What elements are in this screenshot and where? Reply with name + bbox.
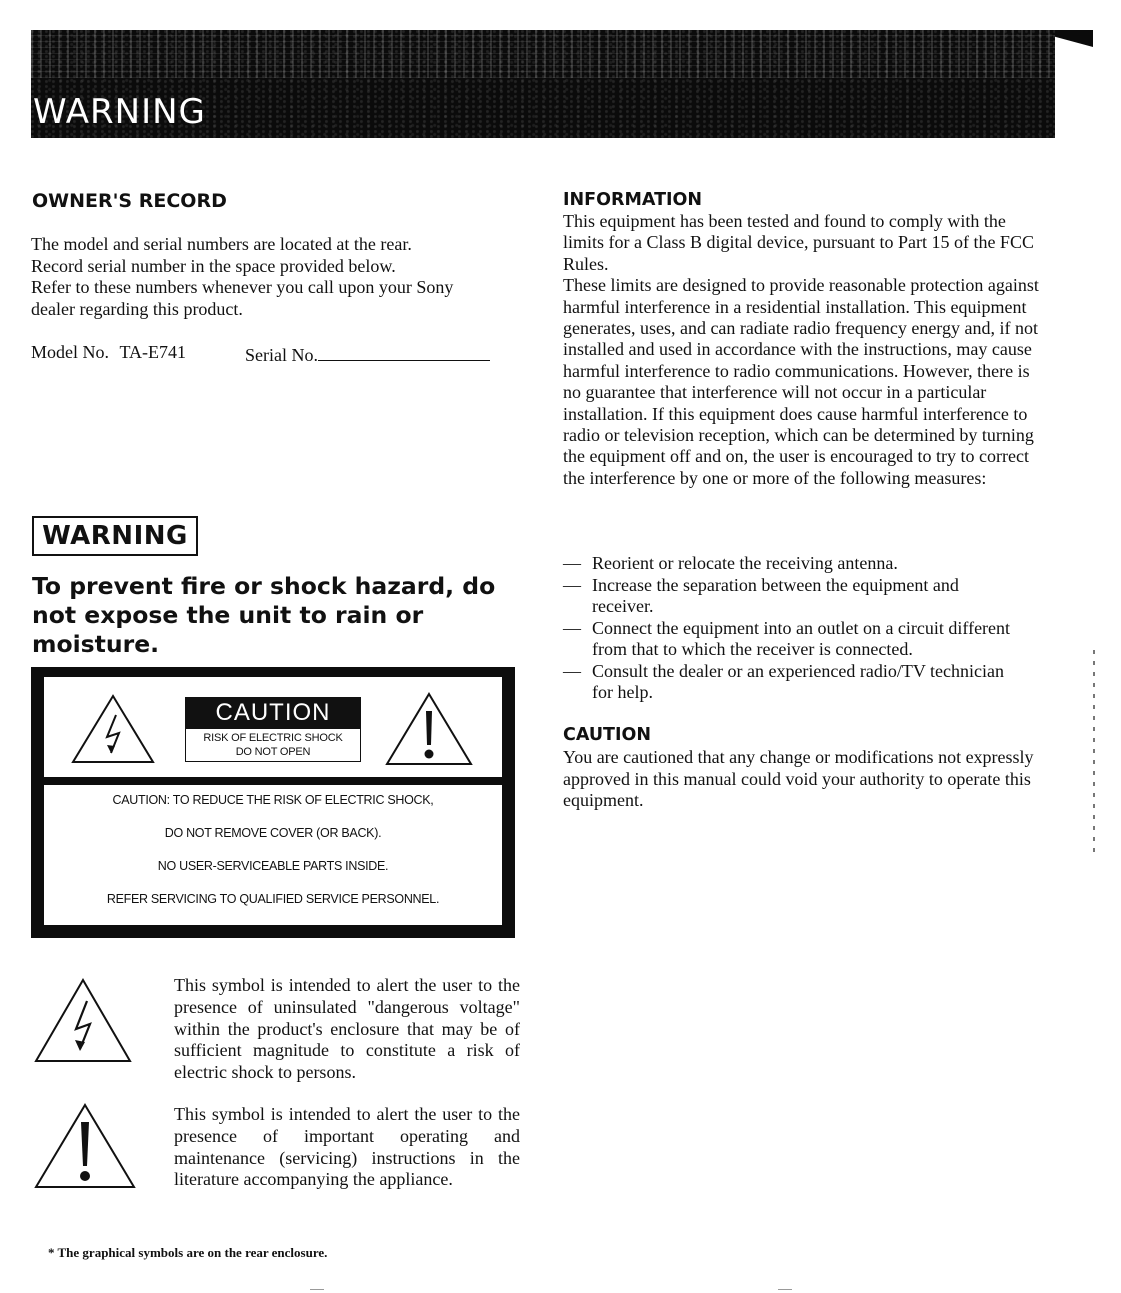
warning-label-box: WARNING <box>32 516 198 556</box>
lightning-symbol-icon <box>33 977 133 1065</box>
caution-line: CAUTION: TO REDUCE THE RISK OF ELECTRIC SHOCK, <box>112 793 434 807</box>
measures-list <box>563 553 1043 704</box>
serial-number-blank <box>318 342 490 361</box>
header-banner <box>31 30 1055 138</box>
margin-marks <box>1093 650 1095 855</box>
measure-text: Connect the equipment into an outlet on a circuit different from that to which the receiver is connected. <box>592 617 1011 659</box>
warning-statement: To prevent fire or shock hazard, do not expose the unit to rain or moisture. <box>32 572 496 658</box>
caution-heading: CAUTION <box>185 697 361 728</box>
footnote: * The graphical symbols are on the rear enclosure. <box>48 1245 328 1260</box>
model-value: TA-E741 <box>119 342 187 362</box>
serial-field <box>245 342 490 366</box>
model-serial-row <box>31 342 318 365</box>
caution-line: REFER SERVICING TO QUALIFIED SERVICE PERSONNEL. <box>106 892 440 906</box>
caution-line: DO NOT REMOVE COVER (OR BACK). <box>164 826 382 840</box>
lightning-symbol-description: This symbol is intended to alert the user to the presence of uninsulated "dangerous voltage" within the product's enclosure that may be of sufficient magnitude to constitute a risk of electric shock to persons. <box>174 975 520 1083</box>
caution-label <box>185 688 361 728</box>
caution-section-body: You are cautioned that any change or modifications not expressly approved in this manual could void your authority to operate this equipment. <box>563 747 1034 811</box>
caution-subtext <box>185 728 361 762</box>
exclamation-symbol-description: This symbol is intended to alert the user to the presence of important operating and maintenance (servicing) instructions in the literature accompanying the appliance. <box>174 1104 520 1190</box>
owners-record-title: OWNER'S RECORD <box>32 190 227 212</box>
owners-record-line: Record serial number in the space provided below. <box>31 255 396 276</box>
banner-tab-corner <box>1055 30 1093 47</box>
list-item <box>563 618 1032 661</box>
model-label: Model No. <box>31 342 109 362</box>
owners-record-body <box>31 234 531 320</box>
list-item <box>563 553 1043 575</box>
exclamation-symbol-icon <box>33 1102 137 1190</box>
owners-record-line: The model and serial numbers are located at the rear. <box>31 234 412 254</box>
banner-texture <box>31 30 1055 78</box>
exclamation-triangle-icon <box>384 691 474 767</box>
page-tick <box>310 1289 324 1290</box>
caution-sub-line: RISK OF ELECTRIC SHOCK <box>203 732 343 744</box>
banner-title: WARNING <box>33 92 206 132</box>
measure-text: Consult the dealer or an experienced radio/TV technician for help. <box>592 660 1005 702</box>
measure-text: Reorient or relocate the receiving antenna. <box>592 553 898 573</box>
measure-text: Increase the separation between the equipment and receiver. <box>592 574 959 616</box>
caution-panel-bottom <box>44 785 502 925</box>
information-paragraph: This equipment has been tested and found to comply with the limits for a Class B digital device, pursuant to Part 15 of the FCC Rules. <box>563 211 1034 274</box>
caution-panel <box>31 667 515 938</box>
caution-sub-line: DO NOT OPEN <box>235 746 311 758</box>
lightning-triangle-icon <box>70 693 156 765</box>
owners-record-line: Refer to these numbers whenever you call upon your Sony dealer regarding this product. <box>31 277 454 319</box>
information-title: INFORMATION <box>563 190 703 210</box>
information-paragraph: These limits are designed to provide reasonable protection against harmful interference in a residential installation. This equipment generates, uses, and can radiate radio frequency energy and, if not installed and used in accordance with the instructions, may cause harmful interference to radio communications. However, there is no guarantee that interference will not occur in a particular installation. If this equipment does cause harmful interference to radio or television reception, which can be determined by turning the equipment off and on, the user is encouraged to try to correct the interference by one or more of the following measures: <box>563 275 1039 488</box>
caution-line: NO USER-SERVICEABLE PARTS INSIDE. <box>157 859 389 873</box>
list-item <box>563 661 1012 704</box>
information-body <box>563 211 1053 489</box>
page-tick <box>778 1289 792 1290</box>
list-item <box>563 575 1012 618</box>
dash-bullet: — <box>563 574 581 595</box>
serial-label: Serial No. <box>245 345 318 365</box>
dash-bullet: — <box>563 660 581 681</box>
caution-section-title: CAUTION <box>563 725 652 745</box>
caution-panel-top <box>44 677 502 777</box>
dash-bullet: — <box>563 617 581 638</box>
dash-bullet: — <box>563 553 581 573</box>
